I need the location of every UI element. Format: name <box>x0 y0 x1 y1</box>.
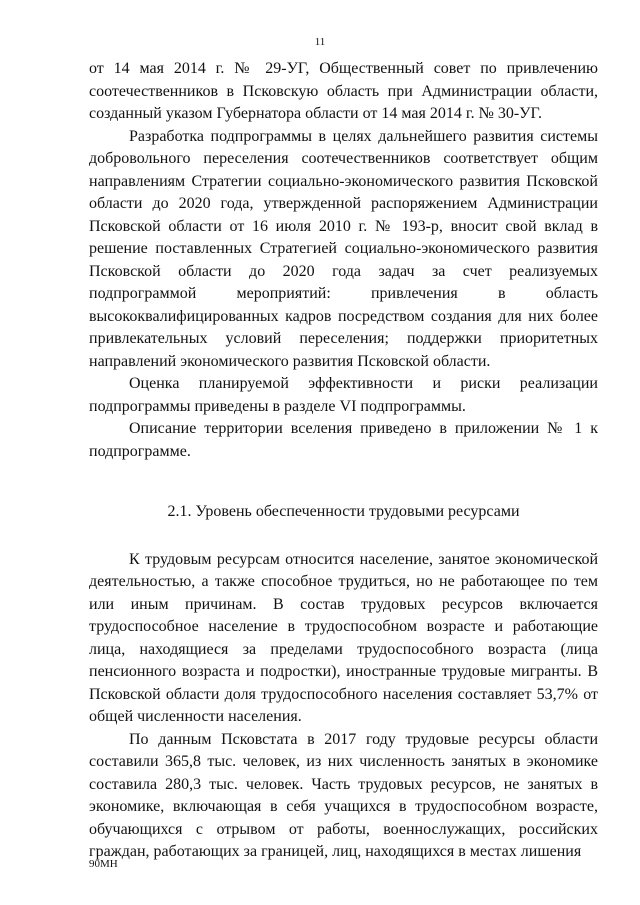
paragraph-strategy: Разработка подпрограммы в целях дальнейшего развития системы добровольного переселения соотечественников соответствует общим направлениям Стратегии социально-экономического развития Псковской области до 2020 года, утвержденной распоряжением Администрации Псковской области от 16 июля 2010 г. № 193-р, вносит свой вклад в решение поставленных Стратегией социально-экономического развития Псковской области до 2020 года задач за счет реализуемых подпрограммой мероприятий: привлечения в область высококвалифицированных кадров посредством создания для них более привлекательных условий переселения; поддержки приоритетных направлений экономического развития Псковской области. <box>89 127 598 370</box>
paragraph-territory: Описание территории вселения приведено в приложении № 1 к подпрограмме. <box>89 420 598 460</box>
section-heading: 2.1. Уровень обеспеченности трудовыми ресурсами <box>167 503 520 520</box>
page-number: 11 <box>314 36 326 48</box>
paragraph-continuation: от 14 мая 2014 г. № 29-УГ, Общественный совет по привлечению соотечественников в Псковскую область при Администрации области, созданный указом Губернатора области от 14 мая 2014 г. № 30-УГ. <box>89 60 598 122</box>
paragraph-statistics: По данным Псковстата в 2017 году трудовые ресурсы области составили 365,8 тыс. человек, из них численность занятых в экономике составила 280,3 тыс. человек. Часть трудовых ресурсов, не занятых в экономике, включающая в себя учащихся в трудоспособном возрасте, обучающихся с отрывом от работы, военнослужащих, российских граждан, работающих за границей, лиц, находящихся в местах лишения <box>89 730 598 860</box>
footer-code: 90МН <box>89 858 118 870</box>
paragraph-evaluation: Оценка планируемой эффективности и риски реализации подпрограммы приведены в разделе VI подпрограммы. <box>89 375 598 415</box>
paragraph-labor-resources: К трудовым ресурсам относится население, занятое экономической деятельностью, а также способное трудиться, но не работающее по тем или иным причинам. В состав трудовых ресурсов включается трудоспособное население в трудоспособном возрасте и работающие лица, находящиеся за пределами трудоспособного возраста (лица пенсионного возраста и подростки), иностранные трудовые мигранты. В Псковской области доля трудоспособного населения составляет 53,7% от общей численности населения. <box>89 550 598 725</box>
document-body <box>89 58 598 864</box>
